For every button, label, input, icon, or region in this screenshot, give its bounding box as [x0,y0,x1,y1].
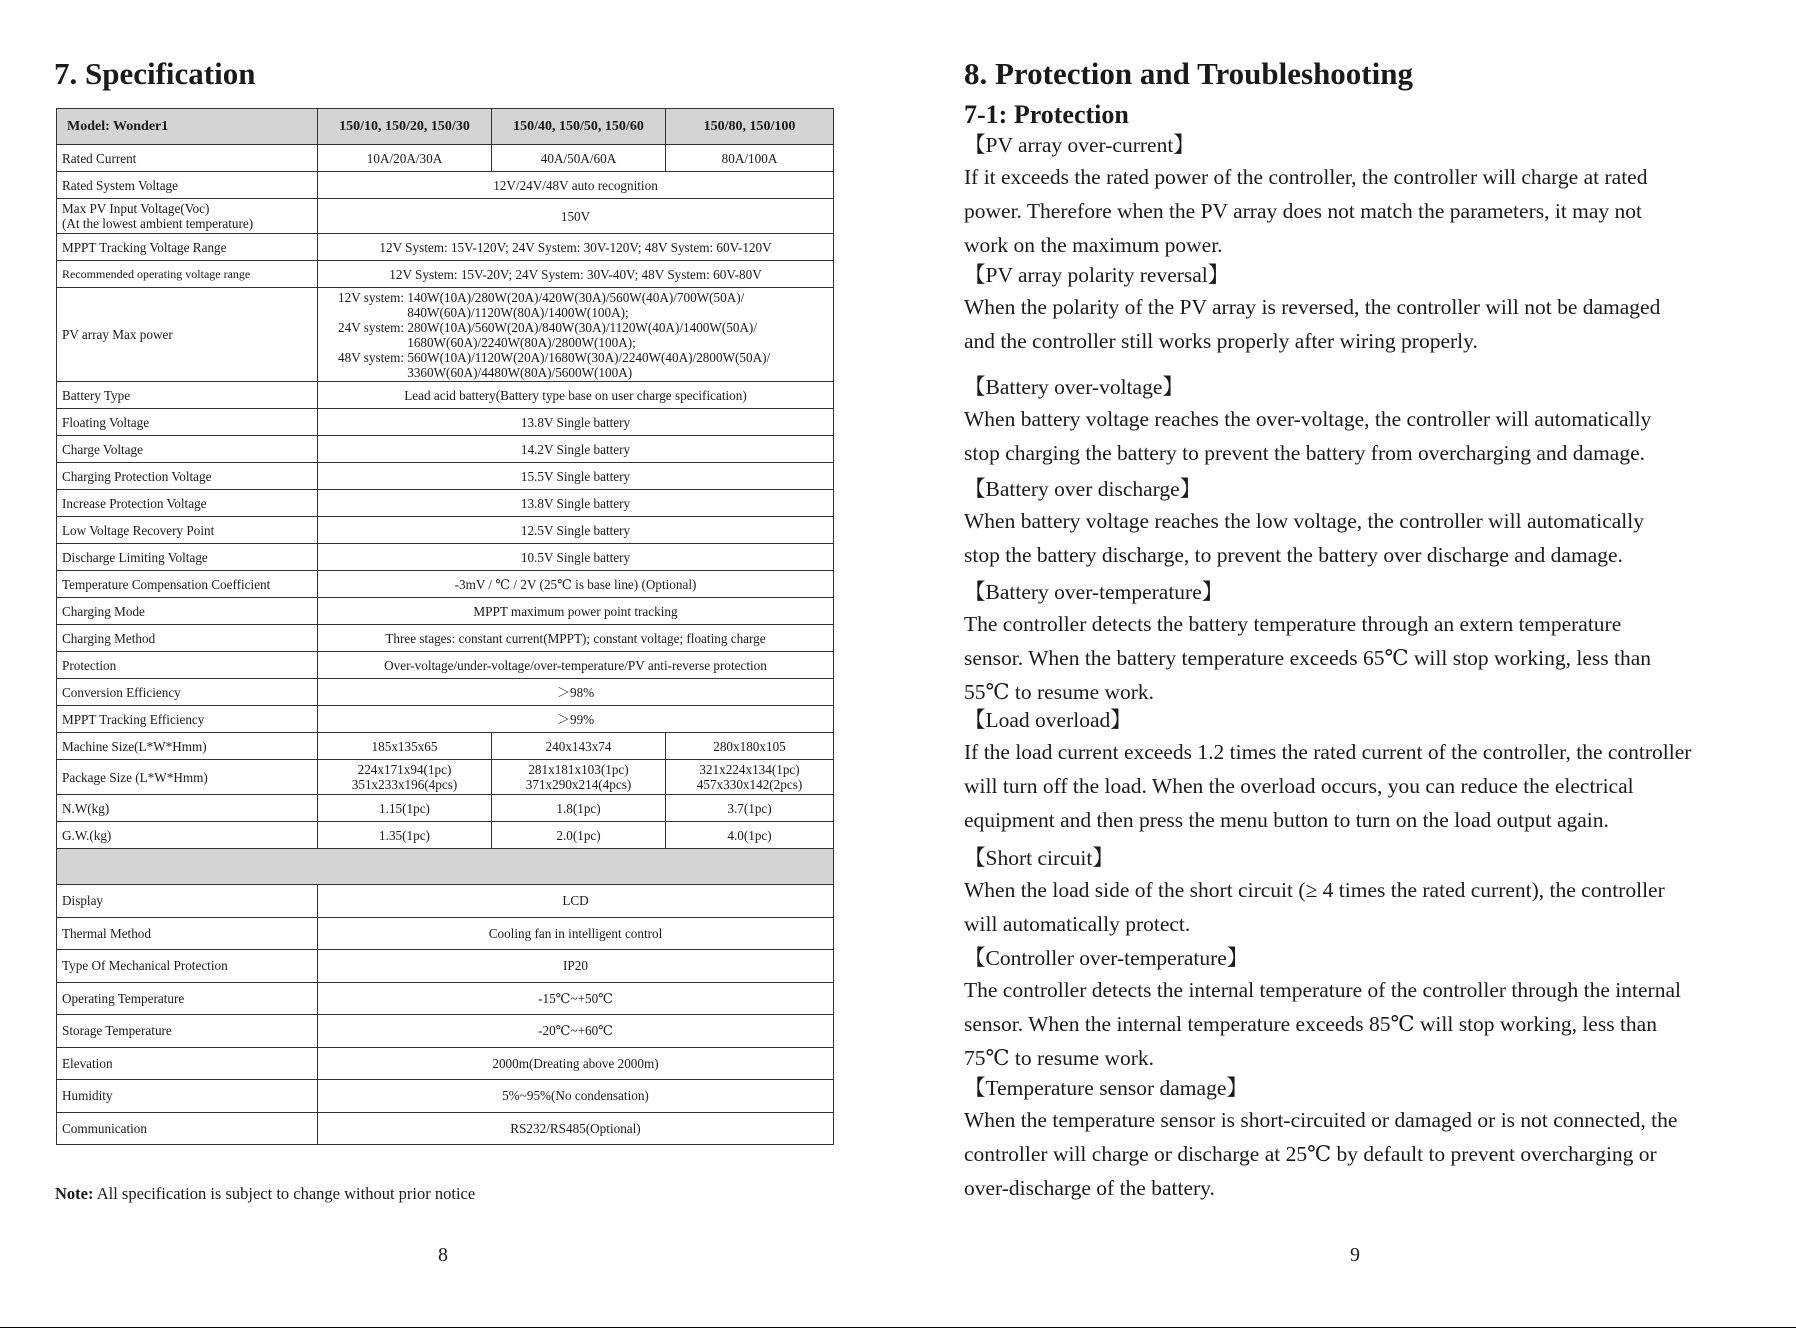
section-text-line: will automatically protect. [964,912,1191,936]
spec-row [57,1047,834,1080]
spec-separator-row [57,849,834,885]
spec-row [57,517,834,544]
spec-value: MPPT maximum power point tracking [318,598,834,625]
section-text-line: When the load side of the short circuit (≥ 4 times the rated current), the controller [964,878,1665,902]
spec-value: 13.8V Single battery [318,409,834,436]
spec-label: N.W(kg) [57,795,318,822]
section-text-line: controller will charge or discharge at 25℃ by default to prevent overcharging or [964,1142,1657,1166]
section-text-line: power. Therefore when the PV array does not match the parameters, it may not [964,199,1643,223]
spec-label: Humidity [57,1080,318,1113]
spec-row [57,885,834,918]
protection-section [964,130,1764,262]
spec-row [57,261,834,288]
section-heading: 【Battery over discharge】 [964,477,1202,501]
section-text-line: The controller detects the internal temperature of the controller through the internal [964,978,1681,1002]
spec-value: 14.2V Single battery [318,436,834,463]
spec-label: Charging Protection Voltage [57,463,318,490]
spec-row [57,571,834,598]
spec-row [57,1015,834,1048]
spec-label: MPPT Tracking Efficiency [57,706,318,733]
section-text-line: 55℃ to resume work. [964,680,1155,704]
page-title: 8. Protection and Troubleshooting [964,56,1413,91]
spec-value: 2.0(1pc) [492,822,666,849]
page-number: 9 [1350,1244,1360,1266]
spec-row [57,199,834,234]
right-page [898,0,1796,1324]
spec-value: 10A/20A/30A [318,145,492,172]
section-text-line: stop the battery discharge, to prevent the battery over discharge and damage. [964,543,1623,567]
spec-value: 321x224x134(1pc) 457x330x142(2pcs) [666,760,834,795]
spec-value: ＞99% [318,706,834,733]
spec-label: PV array Max power [57,288,318,382]
spec-value: 1.35(1pc) [318,822,492,849]
spec-label: Low Voltage Recovery Point [57,517,318,544]
spec-label: Rated System Voltage [57,172,318,199]
spec-value: 12V system: 140W(10A)/280W(20A)/420W(30A)/560W(40A)/700W(50A)/ 840W(60A)/1120W(80A)/1400W(100A); 24V system: 280W(10A)/560W(20A)/840W(30A)/1120W(40A)/1400W(50A)/ 1680W(60A)/2240W(80A)/2800W(100A); 48V system: 560W(10A)/1120W(20A)/1680W(30A)/2240W(40A)/2800W(50A)/ 3360W(60A)/4480W(80A)/5600W(100A) [318,288,834,382]
spec-value: 4.0(1pc) [666,822,834,849]
protection-section [964,372,1764,470]
spec-value: 40A/50A/60A [492,145,666,172]
section-text-line: and the controller still works properly after wiring properly. [964,329,1478,353]
spec-row [57,679,834,706]
spec-row [57,463,834,490]
spec-label: Discharge Limiting Voltage [57,544,318,571]
header-col: 150/10, 150/20, 150/30 [318,109,492,145]
spec-label: Charging Method [57,625,318,652]
spec-value: Lead acid battery(Battery type base on user charge specification) [318,382,834,409]
spec-label: Protection [57,652,318,679]
section-text-line: sensor. When the battery temperature exceeds 65℃ will stop working, less than [964,646,1651,670]
spec-row [57,625,834,652]
spec-label: Charge Voltage [57,436,318,463]
section-heading: 【PV array over-current】 [964,133,1195,157]
spec-value: 10.5V Single battery [318,544,834,571]
spec-label: Type Of Mechanical Protection [57,950,318,983]
spec-header-row [57,109,834,145]
section-heading: 【PV array polarity reversal】 [964,263,1230,287]
protection-section [964,843,1764,941]
spec-value: Over-voltage/under-voltage/over-temperature/PV anti-reverse protection [318,652,834,679]
section-text-line: will turn off the load. When the overload occurs, you can reduce the electrical [964,774,1634,798]
spec-value: 3.7(1pc) [666,795,834,822]
section-text-line: If the load current exceeds 1.2 times the rated current of the controller, the controller [964,740,1692,764]
spec-row [57,490,834,517]
spec-value: 150V [318,199,834,234]
spec-row [57,1112,834,1145]
spec-label: Recommended operating voltage range [57,261,318,288]
note [55,1184,475,1204]
section-heading: 【Battery over-temperature】 [964,580,1224,604]
spec-row [57,733,834,760]
section-text-line: equipment and then press the menu button to turn on the load output again. [964,808,1609,832]
spec-value: IP20 [318,950,834,983]
spec-label: Machine Size(L*W*Hmm) [57,733,318,760]
spec-label: Display [57,885,318,918]
spec-row [57,982,834,1015]
section-text-line: over-discharge of the battery. [964,1176,1215,1200]
spec-value: 13.8V Single battery [318,490,834,517]
spec-value: Cooling fan in intelligent control [318,917,834,950]
section-text-line: When the temperature sensor is short-circuited or damaged or is not connected, the [964,1108,1678,1132]
spec-row [57,706,834,733]
spec-row [57,288,834,382]
spec-value: Three stages: constant current(MPPT); constant voltage; floating charge [318,625,834,652]
left-page [0,0,898,1324]
section-text-line: work on the maximum power. [964,233,1223,257]
spec-value: 15.5V Single battery [318,463,834,490]
spec-value: 5%~95%(No condensation) [318,1080,834,1113]
spec-value: 12V/24V/48V auto recognition [318,172,834,199]
spec-label: Charging Mode [57,598,318,625]
note-text: All specification is subject to change without prior notice [93,1184,476,1203]
protection-section [964,705,1764,837]
spec-value: -20℃~+60℃ [318,1015,834,1048]
spec-row [57,917,834,950]
section-text-line: When the polarity of the PV array is reversed, the controller will not be damaged [964,295,1661,319]
spec-label: Conversion Efficiency [57,679,318,706]
spec-value: LCD [318,885,834,918]
spec-value: 281x181x103(1pc) 371x290x214(4pcs) [492,760,666,795]
spec-row [57,409,834,436]
spec-label: MPPT Tracking Voltage Range [57,234,318,261]
spec-value: RS232/RS485(Optional) [318,1112,834,1145]
spec-value: 280x180x105 [666,733,834,760]
protection-section [964,577,1764,709]
spec-value: 224x171x94(1pc) 351x233x196(4pcs) [318,760,492,795]
spec-separator [57,849,834,885]
spec-label: Thermal Method [57,917,318,950]
spec-row [57,950,834,983]
spec-label: Communication [57,1112,318,1145]
header-col: 150/40, 150/50, 150/60 [492,109,666,145]
section-heading: 【Controller over-temperature】 [964,946,1249,970]
section-text-line: When battery voltage reaches the low voltage, the controller will automatically [964,509,1644,533]
protection-section [964,474,1764,572]
protection-section [964,260,1764,358]
protection-section [964,943,1764,1075]
spec-label: Battery Type [57,382,318,409]
spec-value: 12.5V Single battery [318,517,834,544]
spec-row [57,795,834,822]
spec-value: 185x135x65 [318,733,492,760]
spec-value: 12V System: 15V-20V; 24V System: 30V-40V; 48V System: 60V-80V [318,261,834,288]
spec-row [57,382,834,409]
spec-label: G.W.(kg) [57,822,318,849]
spec-value: 1.15(1pc) [318,795,492,822]
spec-row [57,145,834,172]
section-text-line: 75℃ to resume work. [964,1046,1155,1070]
spec-label: Operating Temperature [57,982,318,1015]
spec-value: 1.8(1pc) [492,795,666,822]
spec-row [57,1080,834,1113]
spec-label: Elevation [57,1047,318,1080]
section-text-line: If it exceeds the rated power of the controller, the controller will charge at rated [964,165,1648,189]
spec-table [56,108,834,1145]
section-text-line: stop charging the battery to prevent the battery from overcharging and damage. [964,441,1645,465]
spec-row [57,544,834,571]
spec-row [57,760,834,795]
spec-row [57,822,834,849]
note-label: Note: [55,1184,94,1203]
spec-label: Max PV Input Voltage(Voc) (At the lowest ambient temperature) [57,199,318,234]
spec-label: Floating Voltage [57,409,318,436]
section-subtitle: 7-1: Protection [964,100,1129,129]
spec-value: 2000m(Dreating above 2000m) [318,1047,834,1080]
section-text-line: The controller detects the battery temperature through an extern temperature [964,612,1622,636]
spec-row [57,172,834,199]
spec-value: -15℃~+50℃ [318,982,834,1015]
spec-row [57,652,834,679]
spec-value: 12V System: 15V-120V; 24V System: 30V-120V; 48V System: 60V-120V [318,234,834,261]
spec-label: Package Size (L*W*Hmm) [57,760,318,795]
section-heading: 【Load overload】 [964,708,1132,732]
spec-value: ＞98% [318,679,834,706]
section-heading: 【Temperature sensor damage】 [964,1076,1248,1100]
spec-row [57,234,834,261]
spec-value: 240x143x74 [492,733,666,760]
header-col: 150/80, 150/100 [666,109,834,145]
section-heading: 【Short circuit】 [964,846,1114,870]
spec-value: 80A/100A [666,145,834,172]
spec-row [57,598,834,625]
section-text-line: When battery voltage reaches the over-voltage, the controller will automatically [964,407,1652,431]
spec-label: Temperature Compensation Coefficient [57,571,318,598]
page-title: 7. Specification [54,56,256,91]
page-number: 8 [438,1244,448,1266]
spec-row [57,436,834,463]
spec-value: -3mV / ℃ / 2V (25℃ is base line) (Optional) [318,571,834,598]
spec-label: Storage Temperature [57,1015,318,1048]
section-text-line: sensor. When the internal temperature exceeds 85℃ will stop working, less than [964,1012,1657,1036]
spec-label: Increase Protection Voltage [57,490,318,517]
header-model: Model: Wonder1 [57,109,318,145]
spec-label: Rated Current [57,145,318,172]
protection-section [964,1073,1764,1205]
section-heading: 【Battery over-voltage】 [964,375,1184,399]
